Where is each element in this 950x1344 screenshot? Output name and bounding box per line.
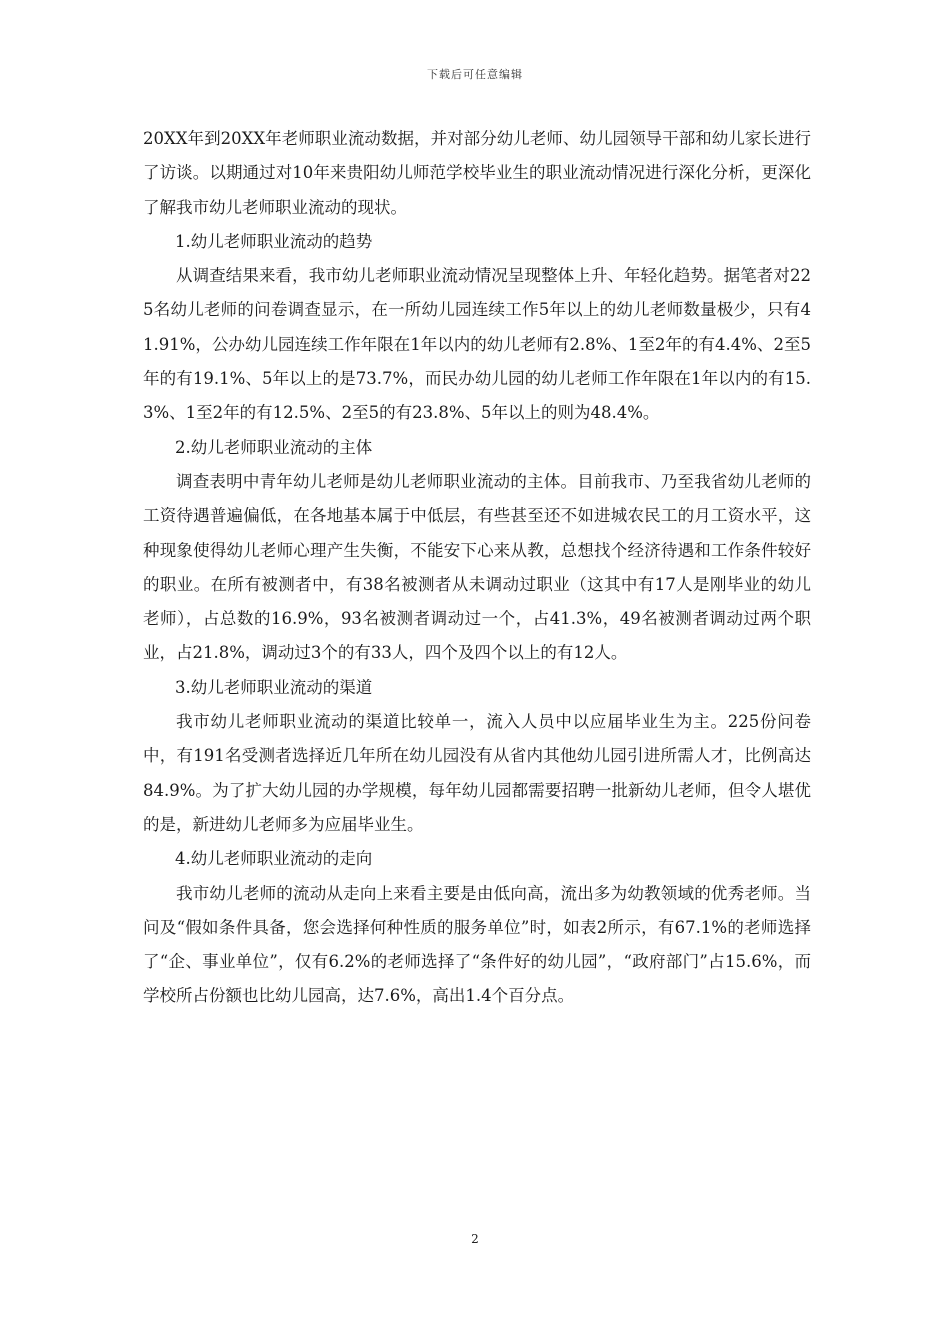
section-heading-4: 4.幼儿老师职业流动的走向 — [175, 849, 373, 869]
section-heading-3: 3.幼儿老师职业流动的渠道 — [175, 677, 373, 697]
document-body — [143, 122, 811, 1014]
section-heading-1: 1.幼儿老师职业流动的趋势 — [175, 231, 373, 251]
page-header: 下载后可任意编辑 — [427, 68, 523, 81]
paragraph-subject: 调查表明中青年幼儿老师是幼儿老师职业流动的主体。目前我市、乃至我省幼儿老师的工资待遇普遍偏低，在各地基本属于中低层，有些甚至还不如进城农民工的月工资水平，这种现象使得幼儿老师心理产生失衡，不能安下心来从教，总想找个经济待遇和工作条件较好的职业。在所有被测者中，有38名被测者从未调动过职业（这其中有17人是刚毕业的幼儿老师），占总数的16.9%，93名被测者调动过一个，占41.3%，49名被测者调动过两个职业，占21.8%，调动过3个的有33人，四个及四个以上的有12人。 — [143, 471, 811, 663]
paragraph-channel: 我市幼儿老师职业流动的渠道比较单一，流入人员中以应届毕业生为主。225份问卷中，有191名受测者选择近几年所在幼儿园没有从省内其他幼儿园引进所需人才，比例高达84.9%。为了扩大幼儿园的办学规模，每年幼儿园都需要招聘一批新幼儿老师，但令人堪优的是，新进幼儿老师多为应届毕业生。 — [143, 712, 811, 834]
section-heading-2: 2.幼儿老师职业流动的主体 — [175, 437, 373, 457]
page-number: 2 — [471, 1232, 479, 1246]
paragraph-trend: 从调查结果来看，我市幼儿老师职业流动情况呈现整体上升、年轻化趋势。据笔者对225名幼儿老师的问卷调查显示，在一所幼儿园连续工作5年以上的幼儿老师数量极少，只有41.91%，公办幼儿园连续工作年限在1年以内的幼儿老师有2.8%、1至2年的有4.4%、2至5年的有19.1%、5年以上的是73.7%，而民办幼儿园的幼儿老师工作年限在1年以内的有15.3%、1至2年的有12.5%、2至5的有23.8%、5年以上的则为48.4%。 — [143, 266, 811, 423]
paragraph-direction: 我市幼儿老师的流动从走向上来看主要是由低向高，流出多为幼教领域的优秀老师。当问及“假如条件具备，您会选择何种性质的服务单位”时，如表2所示，有67.1%的老师选择了“企、事业单位”，仅有6.2%的老师选择了“条件好的幼儿园”，“政府部门”占15.6%，而学校所占份额也比幼儿园高，达7.6%，高出1.4个百分点。 — [143, 883, 811, 1006]
paragraph-continuation: 20XX年到20XX年老师职业流动数据，并对部分幼儿老师、幼儿园领导干部和幼儿家长进行了访谈。以期通过对10年来贵阳幼儿师范学校毕业生的职业流动情况进行深化分析，更深化了解我市幼儿老师职业流动的现状。 — [143, 129, 811, 217]
